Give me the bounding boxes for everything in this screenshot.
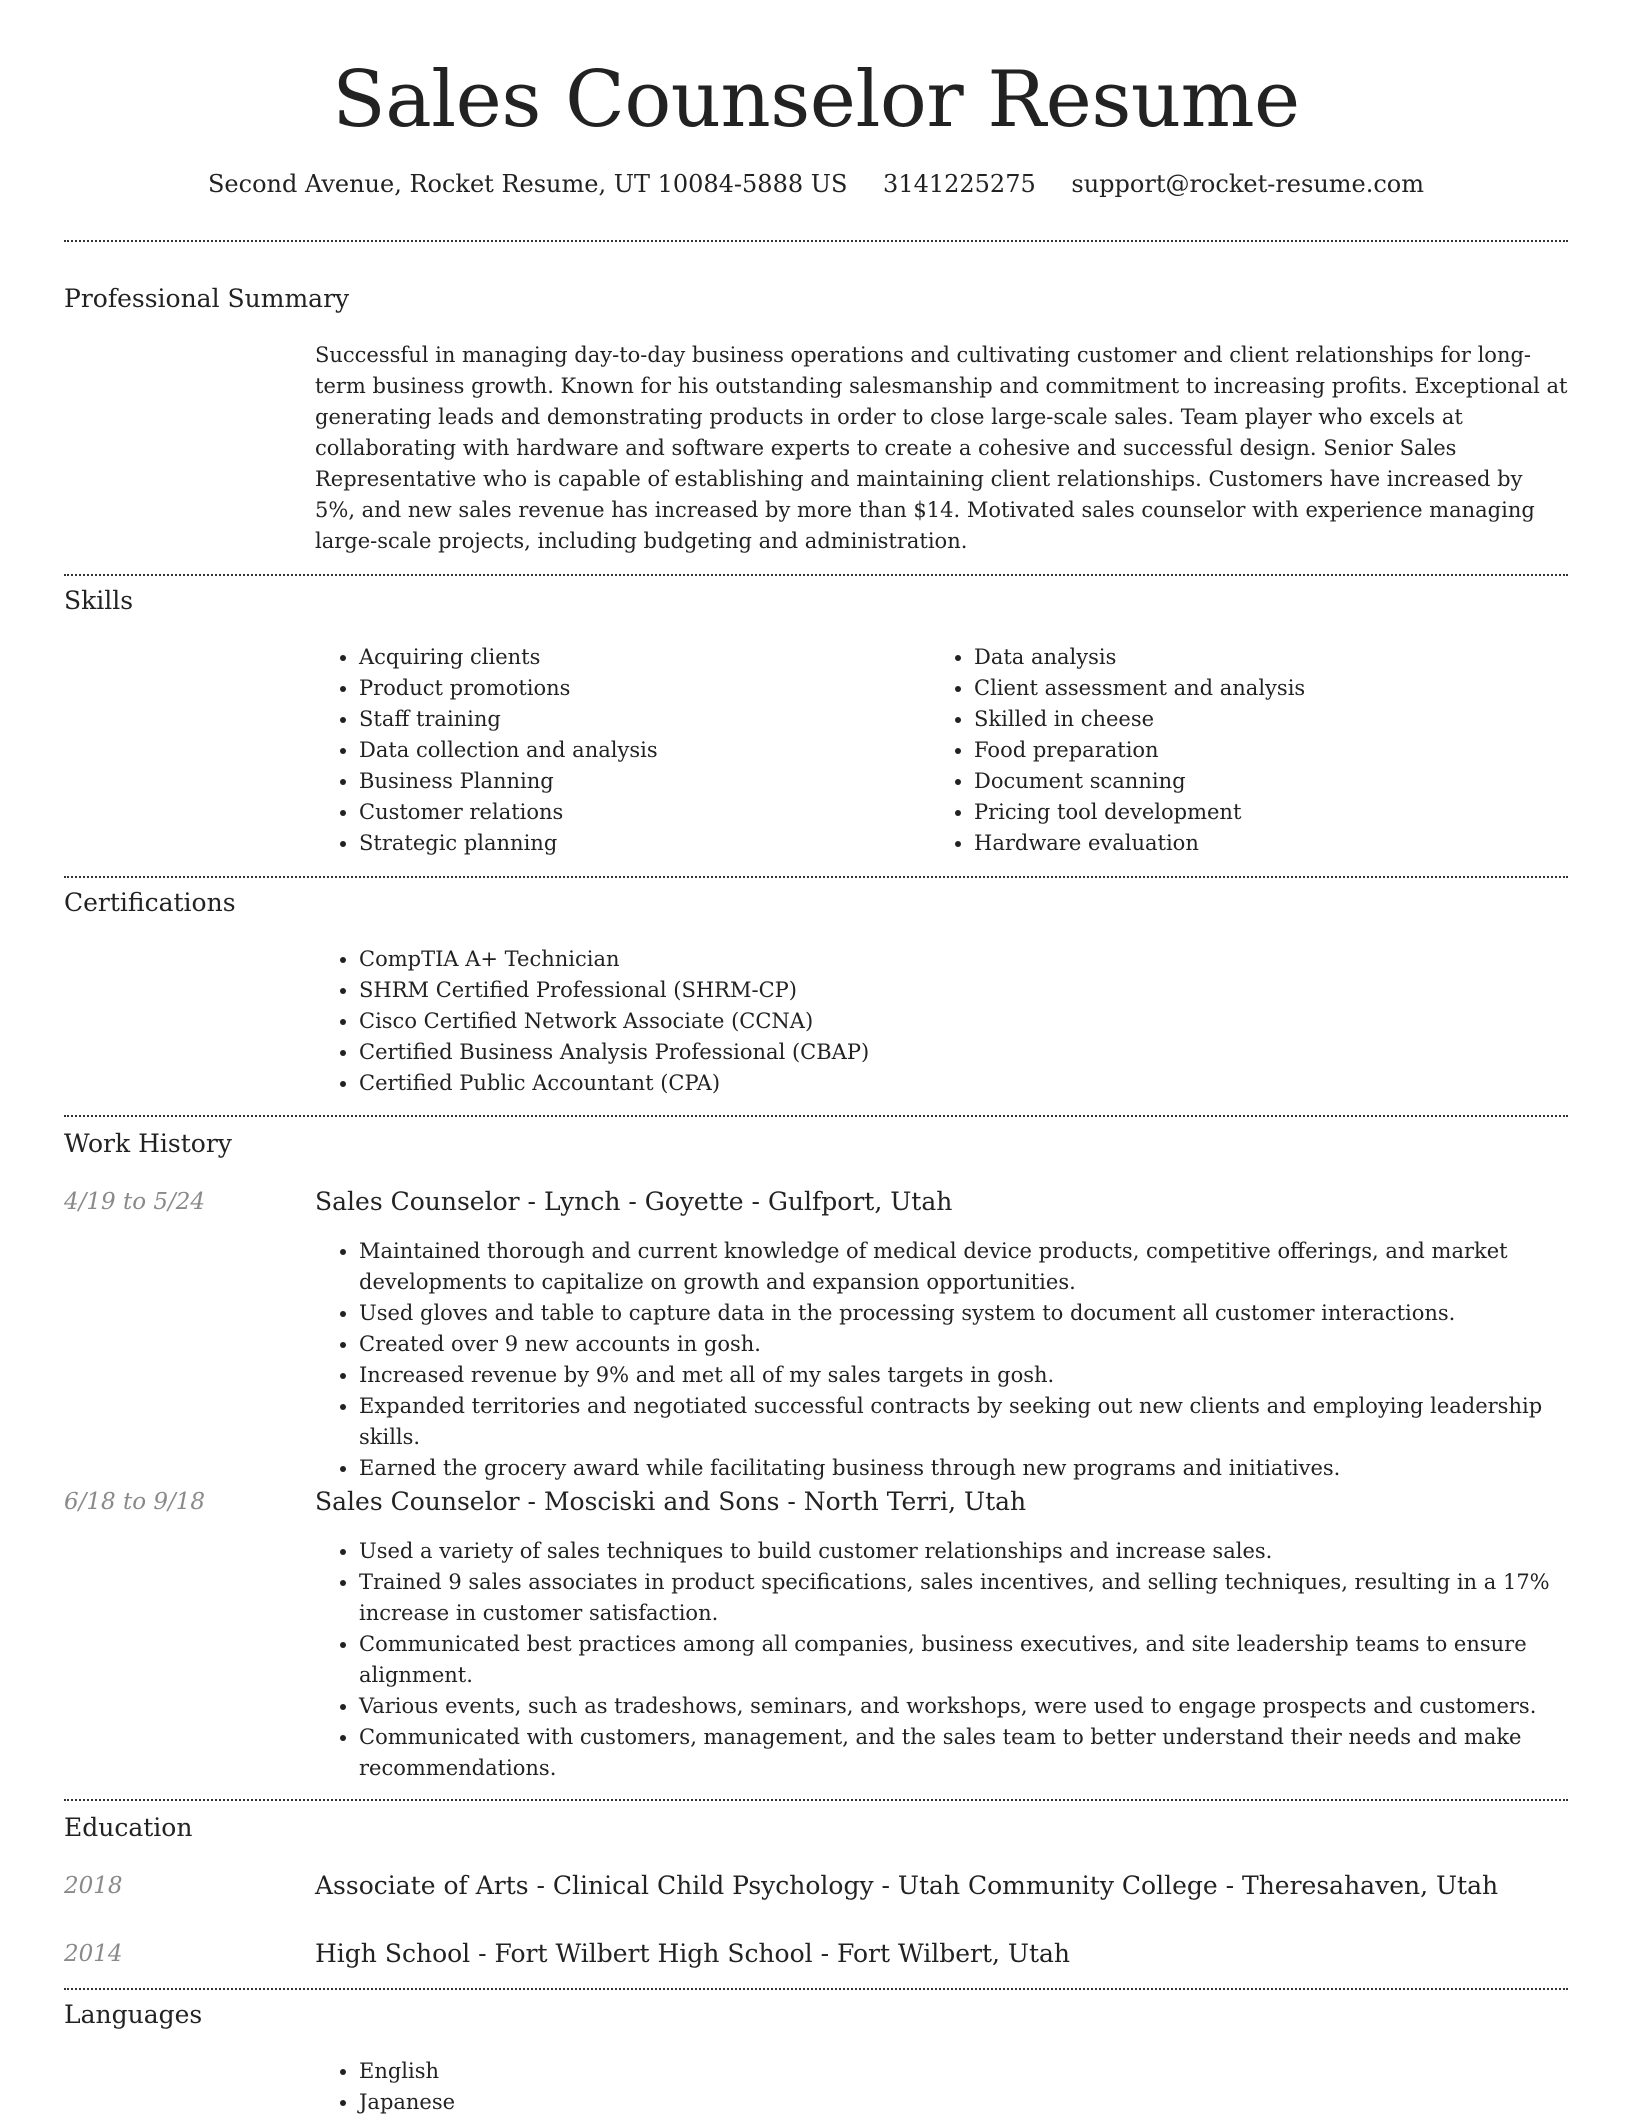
language-item: • Japanese [359, 2087, 1568, 2118]
contact-line [64, 168, 1568, 200]
summary-block [315, 340, 1568, 557]
education-year: 2018 [64, 1873, 123, 1899]
certification-item: • Certified Public Accountant (CPA) [359, 1068, 1568, 1099]
resume-title: Sales Counselor Resume [332, 55, 1300, 145]
certification-item: • CompTIA A+ Technician [359, 944, 1568, 975]
section-divider [64, 1799, 1568, 1801]
skill-item: • Staff training [359, 704, 930, 735]
section-divider [64, 240, 1568, 242]
summary-text: Successful in managing day-to-day business operations and cultivating customer and client relationships for long-term business growth. Known for his outstanding salesmanship and commitment to increasing profits. Exceptional at generating leads and demonstrating products in order to close large-scale sales. Team player who excels at collaborating with hardware and software experts to create a cohesive and successful design. Senior Sales Representative who is capable of establishing and maintaining client relationships. Customers have increased by 5%, and new sales revenue has increased by more than $14. Motivated sales counselor with experience managing large-scale projects, including budgeting and administration. [315, 343, 1568, 553]
education-entry: High School - Fort Wilbert High School - Fort Wilbert, Utah [315, 1939, 1071, 1968]
skill-item: • Hardware evaluation [974, 828, 1545, 859]
job-dates: 6/18 to 9/18 [64, 1489, 206, 1515]
section-heading-skills: Skills [64, 586, 134, 615]
skill-item: • Acquiring clients [359, 642, 930, 673]
skill-item: • Strategic planning [359, 828, 930, 859]
section-heading-work-history: Work History [64, 1129, 232, 1158]
job-bullets [315, 1536, 1568, 1784]
certification-item: • SHRM Certified Professional (SHRM-CP) [359, 975, 1568, 1006]
job-bullet: • Expanded territories and negotiated successful contracts by seeking out new clients and employing leadership skills. [359, 1391, 1568, 1453]
skill-item: • Product promotions [359, 673, 930, 704]
section-divider [64, 876, 1568, 878]
skill-item: • Pricing tool development [974, 797, 1545, 828]
contact-phone: 3141225275 [883, 170, 1036, 198]
job-bullet: • Increased revenue by 9% and met all of my sales targets in gosh. [359, 1360, 1568, 1391]
languages-block [315, 2056, 1568, 2118]
job-title: Sales Counselor - Lynch - Goyette - Gulfport, Utah [315, 1187, 953, 1216]
skill-item: • Business Planning [359, 766, 930, 797]
section-divider [64, 1988, 1568, 1990]
job-bullet: • Created over 9 new accounts in gosh. [359, 1329, 1568, 1360]
certification-item: • Certified Business Analysis Professional (CBAP) [359, 1037, 1568, 1068]
section-heading-languages: Languages [64, 2000, 203, 2029]
skill-item: • Data collection and analysis [359, 735, 930, 766]
section-heading-education: Education [64, 1813, 193, 1842]
job-bullet: • Earned the grocery award while facilitating business through new programs and initiatives. [359, 1453, 1568, 1484]
section-divider [64, 574, 1568, 576]
skill-item: • Customer relations [359, 797, 930, 828]
job-bullet: • Various events, such as tradeshows, seminars, and workshops, were used to engage prospects and customers. [359, 1691, 1568, 1722]
job-dates: 4/19 to 5/24 [64, 1189, 206, 1215]
job-bullet: • Communicated with customers, management, and the sales team to better understand their needs and make recommendations. [359, 1722, 1568, 1784]
section-heading-certifications: Certifications [64, 888, 236, 917]
education-year: 2014 [64, 1941, 123, 1967]
job-bullet: • Communicated best practices among all companies, business executives, and site leadership teams to ensure alignment. [359, 1629, 1568, 1691]
job-bullet: • Trained 9 sales associates in product specifications, sales incentives, and selling techniques, resulting in a 17% increase in customer satisfaction. [359, 1567, 1568, 1629]
certification-item: • Cisco Certified Network Associate (CCNA) [359, 1006, 1568, 1037]
language-item: • English [359, 2056, 1568, 2087]
skills-column-right [930, 642, 1545, 859]
skills-block [315, 642, 1568, 859]
contact-email[interactable]: support@rocket-resume.com [1071, 170, 1425, 198]
section-divider [64, 1115, 1568, 1117]
certifications-block [315, 944, 1568, 1099]
skill-item: • Food preparation [974, 735, 1545, 766]
skill-item: • Client assessment and analysis [974, 673, 1545, 704]
skill-item: • Skilled in cheese [974, 704, 1545, 735]
job-bullets [315, 1236, 1568, 1484]
job-bullet: • Maintained thorough and current knowledge of medical device products, competitive offerings, and market developments to capitalize on growth and expansion opportunities. [359, 1236, 1568, 1298]
education-entry: Associate of Arts - Clinical Child Psychology - Utah Community College - Theresahaven, Utah [315, 1871, 1499, 1900]
job-bullet: • Used a variety of sales techniques to build customer relationships and increase sales. [359, 1536, 1568, 1567]
skill-item: • Document scanning [974, 766, 1545, 797]
job-title: Sales Counselor - Mosciski and Sons - North Terri, Utah [315, 1487, 1027, 1516]
skill-item: • Data analysis [974, 642, 1545, 673]
job-bullet: • Used gloves and table to capture data in the processing system to document all customer interactions. [359, 1298, 1568, 1329]
skills-column-left [315, 642, 930, 859]
section-heading-summary: Professional Summary [64, 284, 350, 313]
contact-address: Second Avenue, Rocket Resume, UT 10084-5888 US [207, 170, 848, 198]
